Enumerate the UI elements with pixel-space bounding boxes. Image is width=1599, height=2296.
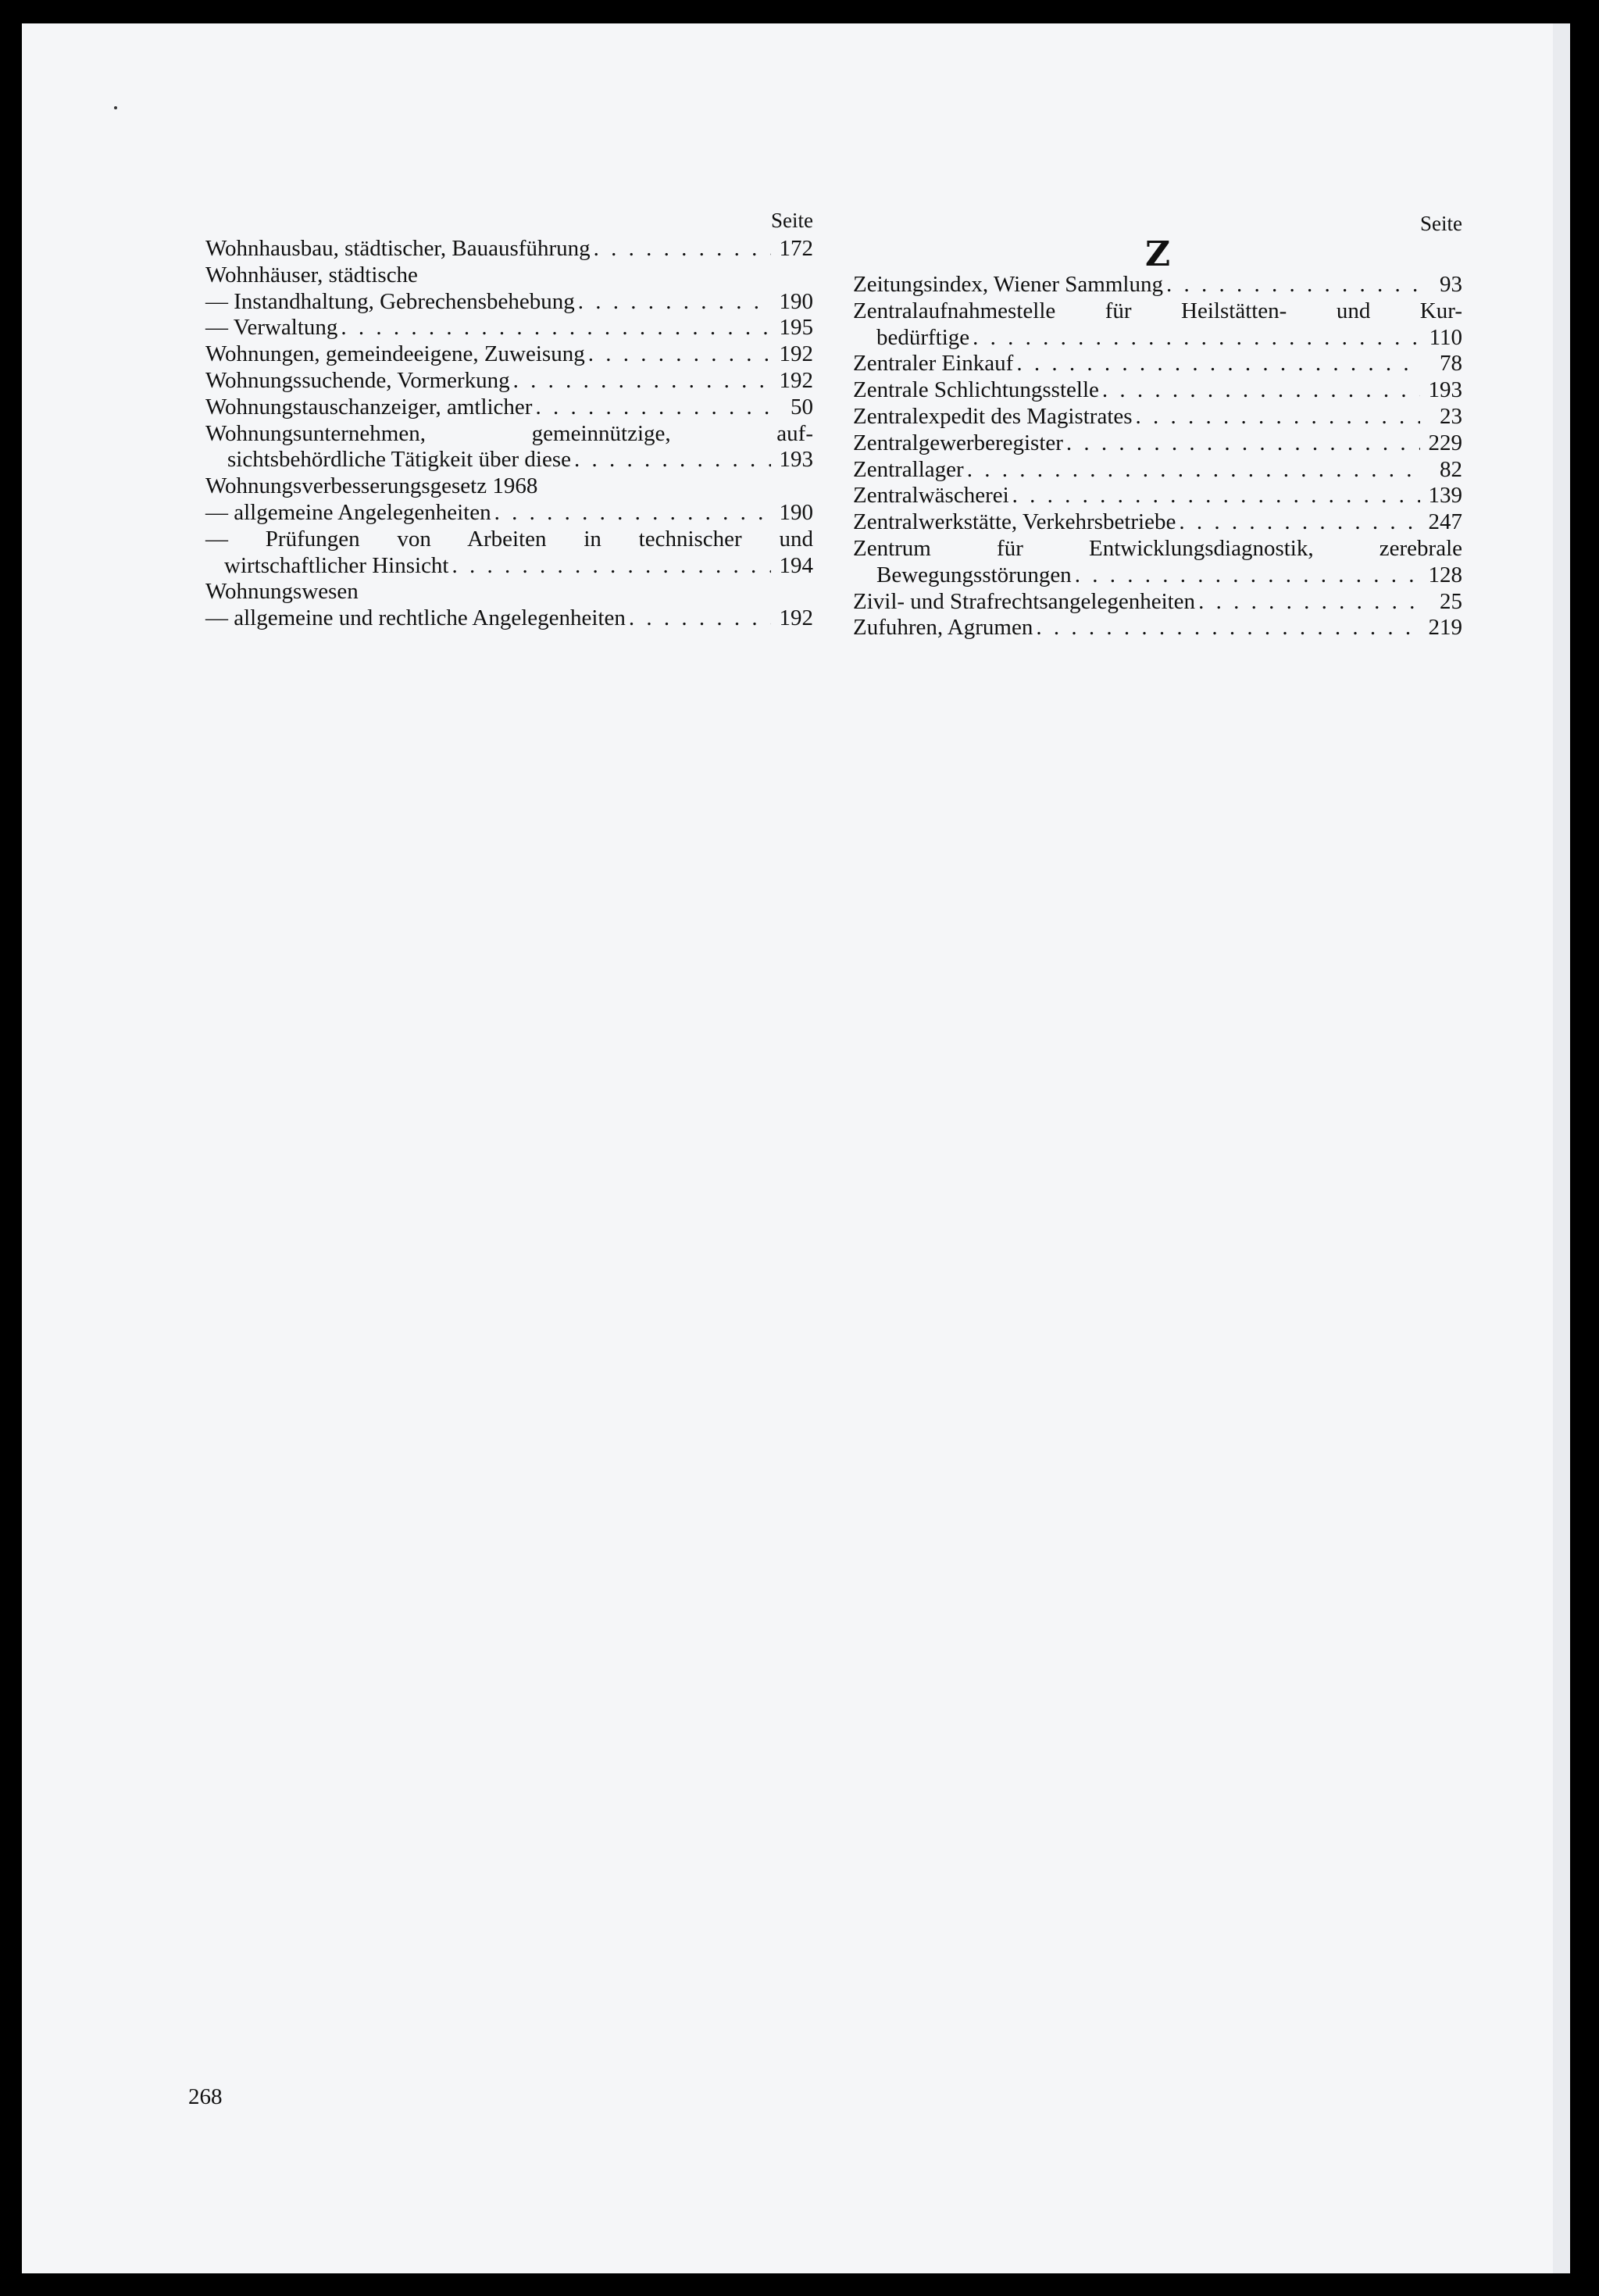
seite-header: Seite	[1420, 212, 1462, 235]
page-ref: 110	[1429, 324, 1462, 350]
page-ref: 219	[1428, 615, 1462, 641]
index-column-left	[205, 205, 813, 632]
page-ref: 25	[1440, 588, 1462, 614]
index-entry: Zentralwerkstätte, Verkehrsbetriebe . . . 247	[853, 509, 1462, 536]
page-ref: 194	[779, 552, 813, 578]
page-ref: 195	[779, 315, 813, 341]
index-entry-line1: Zentralaufnahmestelle für Heilstätten- und Kur-	[853, 298, 1462, 323]
index-entry: Zentrallager . . . 82	[853, 457, 1462, 484]
index-entry: Zufuhren, Agrumen . . . 219	[853, 615, 1462, 641]
index-subentry: — Verwaltung . . . 195	[205, 315, 813, 341]
page-ref: 229	[1428, 430, 1462, 455]
index-entry-line2: bedürftige . . . 110	[853, 325, 1462, 352]
index-subentry-line1: — Prüfungen von Arbeiten in technischer und	[205, 526, 813, 552]
page-ref: 192	[779, 367, 813, 393]
page-ref: 172	[779, 236, 813, 261]
index-entry: Zentralwäscherei . . . 139	[853, 483, 1462, 509]
seite-header: Seite	[771, 209, 813, 232]
index-heading: Wohnhäuser, städtische	[205, 262, 418, 287]
section-letter: Z	[1144, 234, 1171, 274]
index-entry: Zeitungsindex, Wiener Sammlung . . . 93	[853, 272, 1462, 298]
index-subentry: — allgemeine Angelegenheiten . . . 190	[205, 500, 813, 527]
index-entry: Zentraler Einkauf . . . 78	[853, 351, 1462, 377]
index-entry: Wohnungen, gemeindeeigene, Zuweisung . . . 192	[205, 341, 813, 368]
page-ref: 193	[1428, 377, 1462, 403]
page-edge-shadow	[1553, 23, 1570, 2273]
index-entry: Zivil- und Strafrechtsangelegenheiten . . . 25	[853, 589, 1462, 616]
page-ref: 192	[779, 341, 813, 367]
index-entry: Zentralexpedit des Magistrates . . . 23	[853, 404, 1462, 430]
scan-speck	[114, 106, 117, 109]
page-ref: 247	[1428, 509, 1462, 535]
page-ref: 82	[1440, 456, 1462, 482]
index-entry: Wohnungssuchende, Vormerkung . . . 192	[205, 368, 813, 395]
page-ref: 193	[779, 447, 813, 473]
index-entry: Wohnhausbau, städtischer, Bauausführung . . . 172	[205, 236, 813, 262]
page-ref: 23	[1440, 403, 1462, 429]
page-number: 268	[188, 2084, 223, 2109]
page-ref: 128	[1428, 562, 1462, 587]
index-entry: Zentralgewerberegister . . . 229	[853, 430, 1462, 457]
page-ref: 93	[1440, 272, 1462, 297]
index-subentry: — Instandhaltung, Gebrechensbehebung . . . 190	[205, 289, 813, 316]
index-entry: Zentrale Schlichtungsstelle . . . 193	[853, 377, 1462, 404]
index-entry-line1: Zentrum für Entwicklungsdiagnostik, zerebrale	[853, 535, 1462, 561]
page-ref: 190	[779, 499, 813, 525]
page-ref: 78	[1440, 351, 1462, 377]
index-subentry: — allgemeine und rechtliche Angelegenheiten . . . 192	[205, 605, 813, 632]
index-heading: Wohnungswesen	[205, 579, 359, 605]
page-ref: 190	[779, 288, 813, 314]
index-entry-line1: Wohnungsunternehmen, gemeinnützige, auf-	[205, 420, 813, 446]
index-entry-line2: Bewegungsstörungen . . . 128	[853, 562, 1462, 589]
index-entry: Wohnungstauschanzeiger, amtlicher . . . 50	[205, 395, 813, 421]
index-heading: Wohnungsverbesserungsgesetz 1968	[205, 473, 538, 499]
page-ref: 139	[1428, 483, 1462, 509]
page-ref: 50	[791, 394, 813, 420]
index-subentry-line2: wirtschaftlicher Hinsicht . . . 194	[205, 553, 813, 580]
index-entry-line2: sichtsbehördliche Tätigkeit über diese . . . 193	[205, 447, 813, 473]
index-column-right	[853, 208, 1462, 641]
page-ref: 192	[779, 605, 813, 631]
